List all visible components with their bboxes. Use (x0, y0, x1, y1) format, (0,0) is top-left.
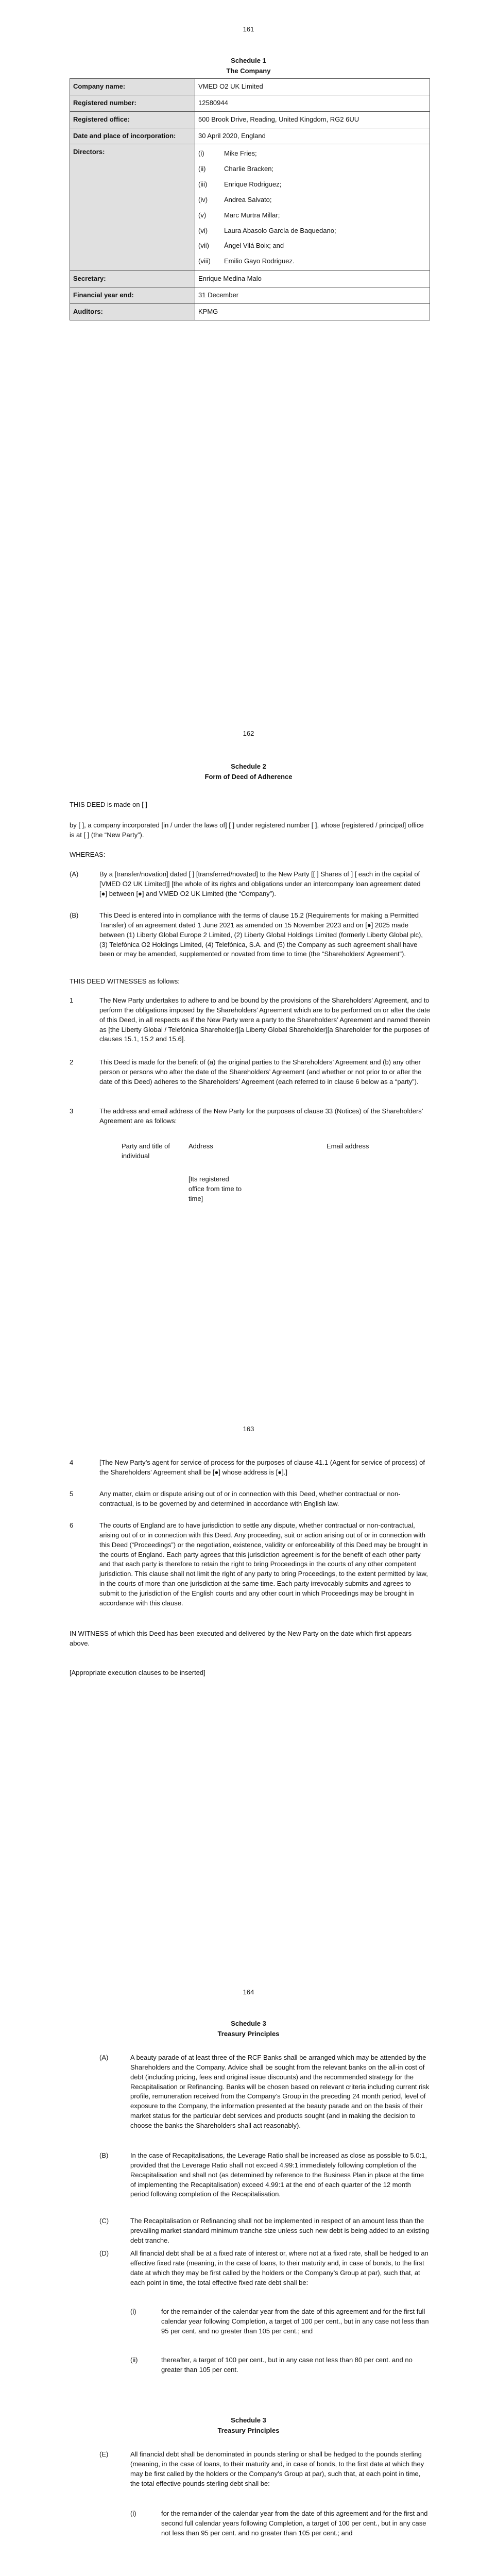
clause-num: 3 (70, 1107, 74, 1115)
principle-d-ii (130, 2355, 430, 2375)
director-item (198, 164, 426, 174)
director-num: (iv) (198, 195, 208, 204)
schedule-heading (0, 761, 497, 782)
clause-num: 4 (70, 1459, 74, 1466)
schedule-heading (0, 56, 497, 76)
schedule-title: Form of Deed of Adherence (204, 772, 293, 781)
principle-d (99, 2249, 430, 2287)
principle-num: (A) (99, 2054, 109, 2061)
page-number: 161 (243, 25, 254, 33)
principle-text: for the remainder of the calendar year from the date of this agreement and for the first full calendar year following Completion, a target of 100 per cent., but in any case not less than 95 per cent. and no greater than 105 per cent.; and (161, 2308, 429, 2335)
auditors-value: KPMG (195, 303, 430, 320)
recital-num: (B) (70, 911, 79, 919)
principle-a (99, 2053, 430, 2131)
secretary-label: Secretary: (70, 271, 195, 287)
principle-num: (C) (99, 2217, 109, 2225)
director-name: Mike Fries; (224, 149, 257, 158)
clause-3 (70, 1107, 430, 1126)
clause-text: [The New Party’s agent for service of process for the purposes of clause 41.1 (Agent for service of process) of the Shareholders’ Agreement shall be [●] whose address is [●].] (99, 1459, 425, 1476)
director-item (198, 257, 426, 266)
clause-num: 6 (70, 1521, 74, 1529)
registered-office-value: 500 Brook Drive, Reading, United Kingdom, RG2 6UU (195, 111, 430, 128)
recital-b (70, 911, 430, 959)
clause-text: The New Party undertakes to adhere to and be bound by the provisions of the Shareholders’ Agreement, and to perform the obligations imposed by the Shareholders’ Agreement which are to be performed on or after the date of this Deed, in all respects as if the New Party were a party to the Shareholders’ Agreement and named therein as [the Liberty Global / Telefónica Shareholder][a Liberty Global Shareholder][a Shareholder for the purposes of clauses 15.1, 15.2 and 15.6]. (99, 996, 430, 1043)
director-name: Marc Murtra Millar; (224, 211, 280, 219)
table-row (70, 144, 430, 271)
clause-text: The courts of England are to have jurisdiction to settle any dispute, whether contractual or non-contractual, arising out of or in connection with this Deed. Any proceeding, suit or action arising out of or in connection with this Deed (“Proceedings”) or the negotiation, existence, validity or enforceability of this Deed may be brought in the courts of England. Each party agrees that this jurisdiction agreement is for the benefit of each other party and that each party is therefore to retain the right to bring Proceedings in the courts of any other competent jurisdiction. This clause shall not limit the right of any party to bring Proceedings, to the extent permitted by law, in the courts of more than one jurisdiction at the same time. Each party irrevocably submits and agrees to submit to the jurisdiction of the English courts and any other court in which Proceedings may be brought in accordance with this clause. (99, 1521, 428, 1607)
director-num: (iii) (198, 180, 208, 189)
clause-num: 1 (70, 996, 74, 1004)
principle-text: All financial debt shall be denominated in pounds sterling or shall be hedged to the pounds sterling (meaning, in the case of loans, to their maturity and, in case of bonds, to the first date at which they may be first called by the holders or the Company’s Group at par), such that, at each point in time, the total effective pounds sterling debt shall be: (130, 2450, 424, 2487)
page-number: 164 (243, 1988, 254, 1996)
director-item (198, 226, 426, 236)
registered-office-label: Registered office: (70, 111, 195, 128)
company-name-label: Company name: (70, 79, 195, 95)
principle-e (99, 2450, 430, 2488)
principle-text: In the case of Recapitalisations, the Leverage Ratio shall be increased as close as possible to 5.0:1, provided that the Leverage Ratio shall not exceed 4.99:1 immediately following completion of the Recapitalisation and shall not (as determined by reference to the Business Plan in place at the time of implementing the Recapitalisation) exceed 4.99:1 at the end of each quarter of the 12 month period following completion of the Recapitalisation. (130, 2151, 427, 2198)
director-num: (i) (198, 149, 204, 158)
addr-value: [Its registered office from time to time] (188, 1175, 242, 1202)
principle-text: A beauty parade of at least three of the RCF Banks shall be arranged which may be attended by the Shareholders and the Company. Advice shall be sought from the relevant banks on the all-in cost of debt (including pricing, fees and original issue discounts) and the recommended strategy for the Recapitalisation or Refinancing. Banks will be chosen based on relevant criteria including current risk profile, remuneration received from the Company’s Group in the preceding 24 month period, level of exposure to the Company, the information presented at the beauty parade and on the basis of their market status for the particular debt services and products sought (and in making the decision to choose the banks the Shareholders shall act reasonably). (130, 2054, 430, 2129)
financial-year-end-label: Financial year end: (70, 287, 195, 303)
address-table (122, 1142, 410, 1202)
table-row (70, 287, 430, 303)
addr-head-email: Email address (327, 1142, 369, 1150)
schedule-heading (0, 2415, 497, 2435)
director-name: Ángel Vilá Boix; and (224, 242, 284, 250)
clause-4 (70, 1458, 430, 1478)
schedule-title: The Company (226, 66, 271, 75)
addr-head-party: Party and title of individual (122, 1142, 170, 1160)
clause-text: Any matter, claim or dispute arising out of or in connection with this Deed, whether contractual or non-contractual, is to be governed by and determined in accordance with English law. (99, 1490, 401, 1507)
recital-a (70, 870, 430, 899)
director-name: Laura Abasolo García de Baquedano; (224, 226, 336, 234)
director-name: Enrique Rodriguez; (224, 180, 282, 189)
directors-label: Directors: (70, 144, 195, 271)
principle-text: The Recapitalisation or Refinancing shall not be implemented in respect of an amount less than the prevailing market standard minimum tranche size unless such new debt is being added to an existing debt tranche. (130, 2217, 430, 2244)
witnesses-heading: THIS DEED WITNESSES as follows: (70, 977, 180, 985)
schedule-label: Schedule 1 (231, 57, 266, 64)
clause-text: The address and email address of the New Party for the purposes of clause 33 (Notices) of the Shareholders’ Agreement are as follows: (99, 1107, 423, 1125)
financial-year-end-value: 31 December (195, 287, 430, 303)
clause-6 (70, 1521, 430, 1608)
director-num: (vi) (198, 226, 208, 234)
director-item (198, 211, 426, 221)
director-item (198, 241, 426, 251)
company-table (70, 78, 430, 320)
whereas-heading: WHEREAS: (70, 851, 106, 858)
director-num: (viii) (198, 257, 211, 265)
table-row (70, 79, 430, 95)
page-number: 162 (243, 730, 254, 737)
principle-num: (B) (99, 2151, 109, 2159)
principle-c (99, 2216, 430, 2246)
schedule-label: Schedule 3 (231, 2416, 266, 2424)
principle-text: thereafter, a target of 100 per cent., but in any case not less than 80 per cent. and no greater than 105 per cent. (161, 2356, 413, 2374)
director-num: (v) (198, 211, 207, 219)
clause-num: 2 (70, 1058, 74, 1066)
deed-by-line: by [ ], a company incorporated [in / under the laws of] [ ] under registered number [ ], whose [registered / principal] office is at [ ] (the “New Party”). (70, 821, 424, 839)
clause-5 (70, 1489, 430, 1509)
recital-text: By a [transfer/novation] dated [ ] [transferred/novated] to the New Party [[ ] Shares of ] [ each in the capital of [VMED O2 UK Limited]] [the whole of its rights and obligations under an intercompany loan agreement dated [●] between [●] and VMED O2 UK Limited (the “Company”). (99, 870, 421, 897)
in-witness: IN WITNESS of which this Deed has been executed and delivered by the New Party on the date which first appears above. (70, 1630, 412, 1647)
auditors-label: Auditors: (70, 303, 195, 320)
clause-num: 5 (70, 1490, 74, 1498)
director-item (198, 195, 426, 205)
deed-date-line: THIS DEED is made on [ ] (70, 801, 147, 808)
table-row (70, 128, 430, 144)
recital-text: This Deed is entered into in compliance with the terms of clause 15.2 (Requirements for making a Permitted Transfer) of an agreement dated 1 June 2021 as amended on 15 November 2023 and on [●] 2025 made between (1) Liberty Global Europe 2 Limited, (2) Liberty Global Holdings Limited (formerly Liberty Global plc), (3) Telefónica O2 Holdings Limited, (4) Telefónica, S.A. and (5) the Company as such agreement shall have been or may be amended, supplemented or novated from time to time (the “Shareholders’ Agreement”). (99, 911, 423, 958)
table-row (70, 95, 430, 111)
director-item (198, 180, 426, 190)
director-item (198, 149, 426, 159)
principle-num: (D) (99, 2249, 109, 2257)
schedule-label: Schedule 3 (231, 2020, 266, 2027)
principle-text: All financial debt shall be at a fixed rate of interest or, where not at a fixed rate, shall be hedged to an effective fixed rate (meaning, in the case of loans, to their maturity and, in case of bonds, to the first date at which they may be first called by the holders or the Company’s Group at par), such that, at each point in time, the total effective fixed rate debt shall be: (130, 2249, 429, 2286)
director-name: Andrea Salvato; (224, 195, 272, 204)
director-name: Charlie Bracken; (224, 165, 274, 173)
table-row (70, 271, 430, 287)
table-row (70, 111, 430, 128)
addr-head-address: Address (188, 1142, 213, 1150)
page-number: 163 (243, 1425, 254, 1433)
schedule-heading (0, 2019, 497, 2039)
director-num: (vii) (198, 242, 209, 250)
clause-text: This Deed is made for the benefit of (a) the original parties to the Shareholders’ Agreement and (b) any other person or persons who after the date of the Shareholders’ Agreement (and whether or not prior to or after the date of this Deed) adheres to the Shareholders’ Agreement (each referred to in clause 6 below as a “party”). (99, 1058, 422, 1086)
principle-text: for the remainder of the calendar year from the date of this agreement and for the first and second full calendar years following Completion, a target of 100 per cent., but in any case not less than 95 per cent. and no greater than 105 per cent.; and (161, 2510, 428, 2537)
table-row (70, 303, 430, 320)
directors-list (195, 144, 430, 271)
registered-number-label: Registered number: (70, 95, 195, 111)
director-name: Emilio Gayo Rodriguez. (224, 257, 295, 265)
date-place-value: 30 April 2020, England (195, 128, 430, 144)
clause-1 (70, 996, 430, 1044)
schedule-label: Schedule 2 (231, 762, 266, 770)
date-place-label: Date and place of incorporation: (70, 128, 195, 144)
schedule-title: Treasury Principles (217, 2426, 280, 2434)
principle-e-i (130, 2509, 430, 2538)
schedule-title: Treasury Principles (217, 2029, 280, 2038)
recital-num: (A) (70, 870, 79, 878)
principle-d-i (130, 2307, 430, 2336)
principle-num: (ii) (130, 2356, 138, 2364)
principle-b (99, 2151, 430, 2199)
company-name-value: VMED O2 UK Limited (195, 79, 430, 95)
execution-placeholder: [Appropriate execution clauses to be inserted] (70, 1669, 205, 1676)
director-num: (ii) (198, 165, 206, 173)
clause-2 (70, 1058, 430, 1087)
registered-number-value: 12580944 (195, 95, 430, 111)
principle-num: (i) (130, 2308, 136, 2315)
principle-num: (i) (130, 2510, 136, 2517)
principle-num: (E) (99, 2450, 109, 2458)
secretary-value: Enrique Medina Malo (195, 271, 430, 287)
